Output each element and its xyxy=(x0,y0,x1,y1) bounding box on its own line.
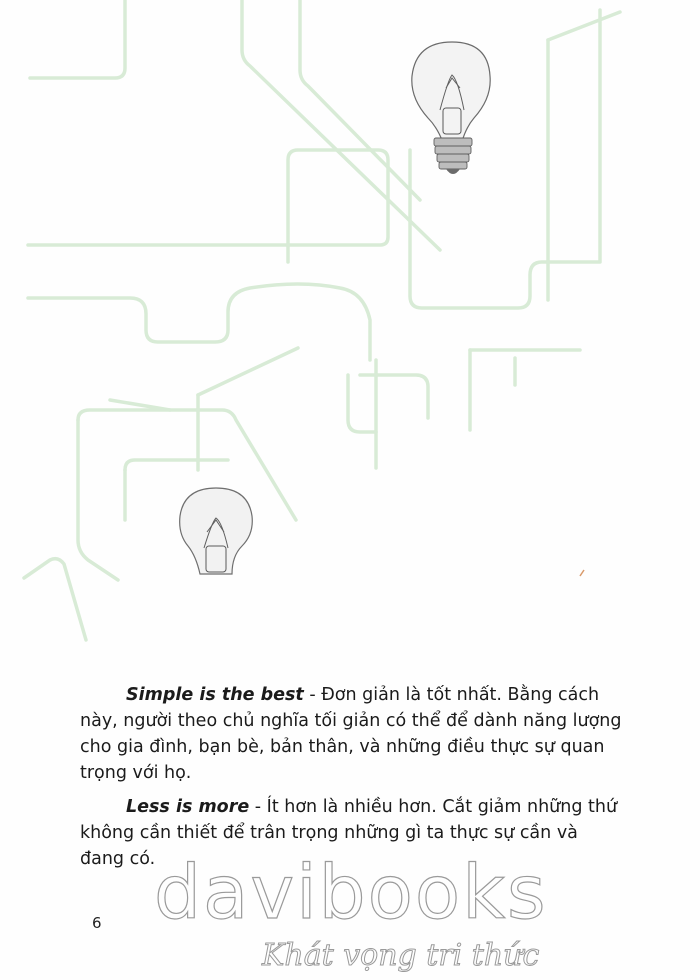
paragraph-lead: Less is more xyxy=(126,797,250,817)
lightbulb-icon xyxy=(412,42,490,174)
lightbulb-icon xyxy=(180,488,253,574)
watermark-brand: davibooks xyxy=(154,850,548,936)
paragraph-body: - Ít hơn là nhiều hơn. Cắt giảm những thứ không cần thiết để trân trọng những gì ta thực sự cần và đang có. xyxy=(80,797,618,869)
page-number: 6 xyxy=(92,914,102,932)
paragraph-simple-is-the-best xyxy=(80,682,625,786)
paragraph-lead: Simple is the best xyxy=(126,685,304,705)
watermark-slogan: Khát vọng tri thức xyxy=(262,938,540,973)
paragraph-body: - Đơn giản là tốt nhất. Bằng cách này, người theo chủ nghĩa tối giản có thể để dành năng lượng cho gia đình, bạn bè, bản thân, và những điều thực sự quan trọng với họ. xyxy=(80,685,622,783)
